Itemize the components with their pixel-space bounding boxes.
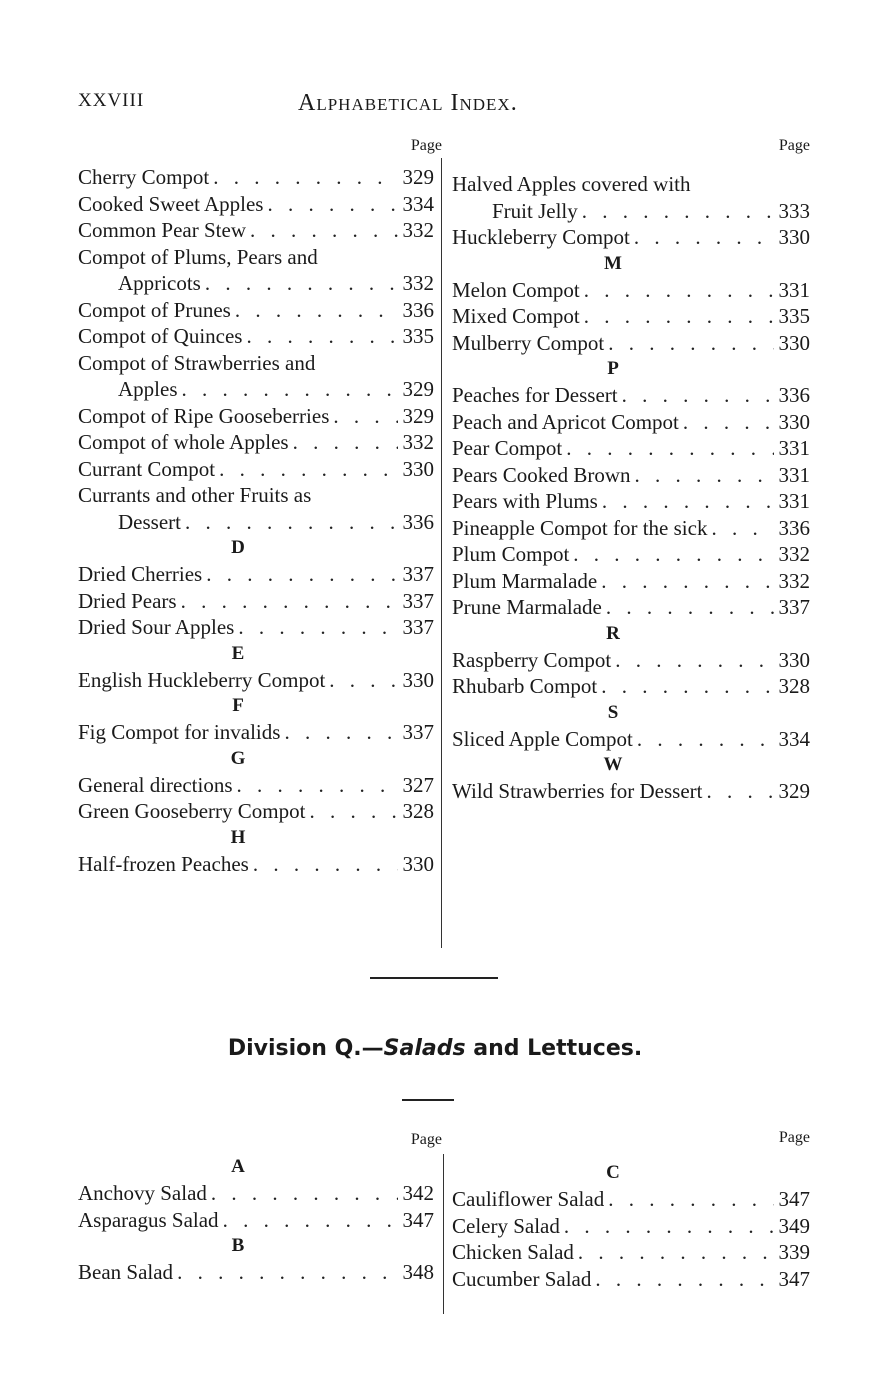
index-entry xyxy=(452,303,810,330)
entry-name: English Huckleberry Compot xyxy=(78,667,326,692)
entry-name: Melon Compot xyxy=(452,277,580,302)
entry-name: Dried Sour Apples xyxy=(78,615,235,639)
entry-name: Fig Compot for invalids xyxy=(78,720,281,744)
index-letter-heading: H xyxy=(230,826,246,848)
leader-dots xyxy=(602,594,774,621)
index-entry xyxy=(78,297,434,324)
entry-name-continued: Apples xyxy=(118,377,178,401)
leader-dots xyxy=(233,772,398,799)
leader-dots xyxy=(280,719,398,746)
entry-page-number: 337 xyxy=(402,588,434,613)
leader-dots xyxy=(633,726,774,753)
entry-page-number: 339 xyxy=(778,1240,810,1264)
leader-dots xyxy=(215,456,398,483)
leader-dots xyxy=(597,568,774,595)
entry-name: Anchovy Salad xyxy=(78,1181,207,1205)
index-entry xyxy=(452,673,810,700)
index-entry xyxy=(452,568,810,595)
entry-page-number: 332 xyxy=(402,218,434,242)
entry-page-number: 335 xyxy=(778,304,810,328)
index-entry xyxy=(452,515,810,542)
entry-name: Mulberry Compot xyxy=(452,330,605,355)
page-title: Alphabetical Index. xyxy=(298,90,518,116)
entry-page-number: 331 xyxy=(778,489,810,513)
page-column-label: Page xyxy=(778,137,810,154)
entry-name: Peaches for Dessert xyxy=(452,383,618,407)
entry-name: Green Gooseberry Compot xyxy=(78,799,306,823)
leader-dots xyxy=(630,462,774,489)
division-heading xyxy=(0,1036,870,1061)
leader-dots xyxy=(242,323,398,350)
entry-page-number: 337 xyxy=(402,615,434,639)
leader-dots xyxy=(246,217,398,244)
leader-dots xyxy=(219,1207,398,1234)
entry-list xyxy=(78,156,434,877)
index-entry xyxy=(78,1207,434,1234)
entry-name: Raspberry Compot xyxy=(452,647,612,672)
leader-dots xyxy=(207,1180,398,1207)
entry-name: Rhubarb Compot xyxy=(452,674,598,698)
index-entry xyxy=(452,1266,810,1293)
index-entry xyxy=(452,488,810,515)
index-entry xyxy=(78,614,434,641)
entry-name: Sliced Apple Compot xyxy=(452,726,633,751)
entry-name: Pear Compot xyxy=(452,436,563,460)
index-entry xyxy=(78,456,434,483)
entry-page-number: 337 xyxy=(402,562,434,586)
entry-name-continued: Appricots xyxy=(118,271,201,295)
leader-dots xyxy=(325,667,398,694)
index-entry xyxy=(78,191,434,218)
index-entry xyxy=(452,277,810,304)
index-entry xyxy=(78,482,434,535)
entry-page-number: 330 xyxy=(778,225,810,249)
leader-dots xyxy=(580,277,774,304)
entry-page-number: 329 xyxy=(402,165,434,189)
entry-name: Cauliflower Salad xyxy=(452,1187,605,1211)
entry-name: General directions xyxy=(78,772,233,797)
entry-name: Cherry Compot xyxy=(78,165,210,189)
entry-name: Celery Salad xyxy=(452,1213,560,1238)
entry-name: Bean Salad xyxy=(78,1260,174,1284)
entry-page-number: 328 xyxy=(778,674,810,698)
division-suffix: and Lettuces. xyxy=(465,1036,643,1061)
entry-page-number: 334 xyxy=(402,191,434,216)
index-entry xyxy=(78,667,434,694)
entry-page-number: 331 xyxy=(778,436,810,460)
leader-dots xyxy=(234,614,398,641)
entry-name: Dried Cherries xyxy=(78,562,203,586)
entry-name: Compot of whole Apples xyxy=(78,430,289,454)
entry-page-number: 336 xyxy=(778,515,810,540)
entry-page-number: 332 xyxy=(402,271,434,295)
page-folio: XXVIII xyxy=(78,90,145,111)
entry-name: Half-frozen Peaches xyxy=(78,851,249,876)
index-entry xyxy=(78,164,434,191)
leader-dots xyxy=(598,488,774,515)
entry-page-number: 332 xyxy=(778,568,810,593)
entry-list xyxy=(452,1148,810,1292)
entry-name: Currants and other Fruits as xyxy=(78,483,312,507)
page-column-label: Page xyxy=(410,137,442,154)
entry-name: Prune Marmalade xyxy=(452,595,602,619)
leader-dots xyxy=(679,409,774,436)
entry-name: Pears with Plums xyxy=(452,489,598,513)
leader-dots xyxy=(201,270,398,297)
index-entry xyxy=(452,224,810,251)
index-column-right xyxy=(452,136,810,805)
leader-dots xyxy=(249,851,398,878)
index-letter-heading: W xyxy=(603,754,623,775)
entry-page-number: 330 xyxy=(778,409,810,434)
page-column-label: Page xyxy=(410,1131,442,1148)
index-entry xyxy=(78,561,434,588)
leader-dots xyxy=(580,303,774,330)
leader-dots xyxy=(574,1239,774,1266)
entry-page-number: 327 xyxy=(402,772,434,797)
leader-dots xyxy=(591,1266,774,1293)
entry-page-number: 329 xyxy=(402,403,434,428)
index-entry xyxy=(78,217,434,244)
leader-dots xyxy=(173,1259,398,1286)
entry-page-number: 330 xyxy=(402,456,434,481)
leader-dots xyxy=(562,435,774,462)
index-column-left-bottom xyxy=(78,1130,442,1286)
column-divider xyxy=(443,1154,444,1314)
entry-page-number: 337 xyxy=(402,720,434,744)
entry-name: Cooked Sweet Apples xyxy=(78,191,264,216)
entry-name: Pears Cooked Brown xyxy=(452,462,631,487)
entry-page-number: 336 xyxy=(402,509,434,534)
leader-dots xyxy=(707,515,774,542)
section-rule xyxy=(370,977,498,979)
index-entry xyxy=(452,382,810,409)
entry-page-number: 337 xyxy=(778,595,810,619)
section-rule xyxy=(402,1099,454,1101)
entry-name: Compot of Prunes xyxy=(78,297,231,322)
entry-page-number: 347 xyxy=(402,1207,434,1232)
index-entry xyxy=(452,1213,810,1240)
index-entry xyxy=(452,778,810,805)
leader-dots xyxy=(578,198,774,225)
index-letter-heading: A xyxy=(231,1156,245,1177)
index-letter-heading: G xyxy=(230,747,246,769)
leader-dots xyxy=(231,297,398,324)
index-letter-heading: C xyxy=(606,1162,620,1183)
leader-dots xyxy=(560,1213,774,1240)
index-entry xyxy=(78,588,434,615)
leader-dots xyxy=(329,403,398,430)
entry-name: Halved Apples covered with xyxy=(452,172,691,196)
index-entry xyxy=(452,171,810,224)
index-letter-heading: M xyxy=(604,252,622,274)
column-divider xyxy=(441,158,442,948)
entry-name: Cucumber Salad xyxy=(452,1266,592,1291)
index-entry xyxy=(78,851,434,878)
division-italic: Salads xyxy=(383,1036,466,1061)
page-column-label: Page xyxy=(778,1129,810,1146)
leader-dots xyxy=(177,588,398,615)
entry-page-number: 331 xyxy=(778,462,810,487)
entry-list xyxy=(78,1150,434,1286)
entry-name: Wild Strawberries for Dessert xyxy=(452,779,703,803)
index-entry xyxy=(78,1259,434,1286)
entry-name: Dried Pears xyxy=(78,588,177,613)
leader-dots xyxy=(630,224,774,251)
entry-page-number: 330 xyxy=(778,330,810,355)
index-entry xyxy=(452,435,810,462)
leader-dots xyxy=(604,330,774,357)
index-entry xyxy=(78,1180,434,1207)
entry-name: Common Pear Stew xyxy=(78,218,246,242)
entry-page-number: 348 xyxy=(402,1260,434,1284)
leader-dots xyxy=(611,647,774,674)
entry-name: Asparagus Salad xyxy=(78,1207,219,1232)
entry-name: Huckleberry Compot xyxy=(452,225,630,249)
entry-page-number: 330 xyxy=(402,851,434,876)
index-entry xyxy=(78,772,434,799)
leader-dots xyxy=(569,541,774,568)
index-entry xyxy=(78,323,434,350)
entry-name: Compot of Ripe Gooseberries xyxy=(78,403,330,428)
entry-page-number: 330 xyxy=(402,667,434,692)
index-entry xyxy=(452,1186,810,1213)
index-entry xyxy=(78,350,434,403)
leader-dots xyxy=(289,429,398,456)
leader-dots xyxy=(703,778,775,805)
index-letter-heading: P xyxy=(607,358,619,379)
index-entry xyxy=(452,726,810,753)
index-entry xyxy=(452,541,810,568)
entry-page-number: 332 xyxy=(778,542,810,566)
index-entry xyxy=(78,403,434,430)
entry-name: Compot of Strawberries and xyxy=(78,350,316,375)
entry-list xyxy=(452,156,810,805)
index-letter-heading: S xyxy=(607,701,619,723)
index-entry xyxy=(452,594,810,621)
entry-page-number: 347 xyxy=(778,1187,810,1211)
index-letter-heading: E xyxy=(231,642,245,664)
index-entry xyxy=(452,330,810,357)
leader-dots xyxy=(604,1186,774,1213)
entry-name: Chicken Salad xyxy=(452,1240,574,1264)
leader-dots xyxy=(263,191,398,218)
leader-dots xyxy=(181,509,398,536)
entry-page-number: 342 xyxy=(402,1181,434,1205)
index-entry xyxy=(452,409,810,436)
entry-page-number: 332 xyxy=(402,430,434,454)
index-letter-heading: B xyxy=(231,1235,245,1256)
entry-page-number: 328 xyxy=(402,799,434,823)
index-entry xyxy=(452,647,810,674)
entry-page-number: 329 xyxy=(402,377,434,401)
division-prefix: Division Q.— xyxy=(227,1036,384,1061)
entry-page-number: 331 xyxy=(778,277,810,302)
index-column-left xyxy=(78,136,442,877)
entry-name-continued: Dessert xyxy=(118,509,181,534)
entry-name: Compot of Plums, Pears and xyxy=(78,244,318,269)
entry-page-number: 334 xyxy=(778,726,810,751)
index-letter-heading: R xyxy=(606,622,620,644)
entry-page-number: 336 xyxy=(402,297,434,322)
index-entry xyxy=(78,429,434,456)
index-entry xyxy=(78,798,434,825)
index-letter-heading: D xyxy=(231,537,245,558)
leader-dots xyxy=(209,164,398,191)
entry-page-number: 335 xyxy=(402,324,434,348)
leader-dots xyxy=(202,561,398,588)
entry-name: Peach and Apricot Compot xyxy=(452,409,679,434)
entry-name: Plum Marmalade xyxy=(452,568,598,593)
index-entry xyxy=(452,462,810,489)
entry-name-continued: Fruit Jelly xyxy=(492,198,578,223)
entry-page-number: 333 xyxy=(778,198,810,223)
leader-dots xyxy=(597,673,774,700)
entry-page-number: 336 xyxy=(778,383,810,407)
index-letter-heading: F xyxy=(232,695,244,716)
leader-dots xyxy=(618,382,774,409)
entry-name: Compot of Quinces xyxy=(78,324,243,348)
entry-page-number: 349 xyxy=(778,1213,810,1238)
entry-name: Mixed Compot xyxy=(452,304,580,328)
index-entry xyxy=(78,719,434,746)
entry-page-number: 347 xyxy=(778,1266,810,1291)
index-column-right-bottom xyxy=(452,1128,810,1292)
entry-name: Plum Compot xyxy=(452,542,570,566)
entry-name: Currant Compot xyxy=(78,456,216,481)
index-entry xyxy=(78,244,434,297)
leader-dots xyxy=(305,798,398,825)
entry-page-number: 330 xyxy=(778,647,810,672)
entry-name: Pineapple Compot for the sick xyxy=(452,515,708,540)
index-entry xyxy=(452,1239,810,1266)
leader-dots xyxy=(178,376,399,403)
entry-page-number: 329 xyxy=(778,779,810,803)
